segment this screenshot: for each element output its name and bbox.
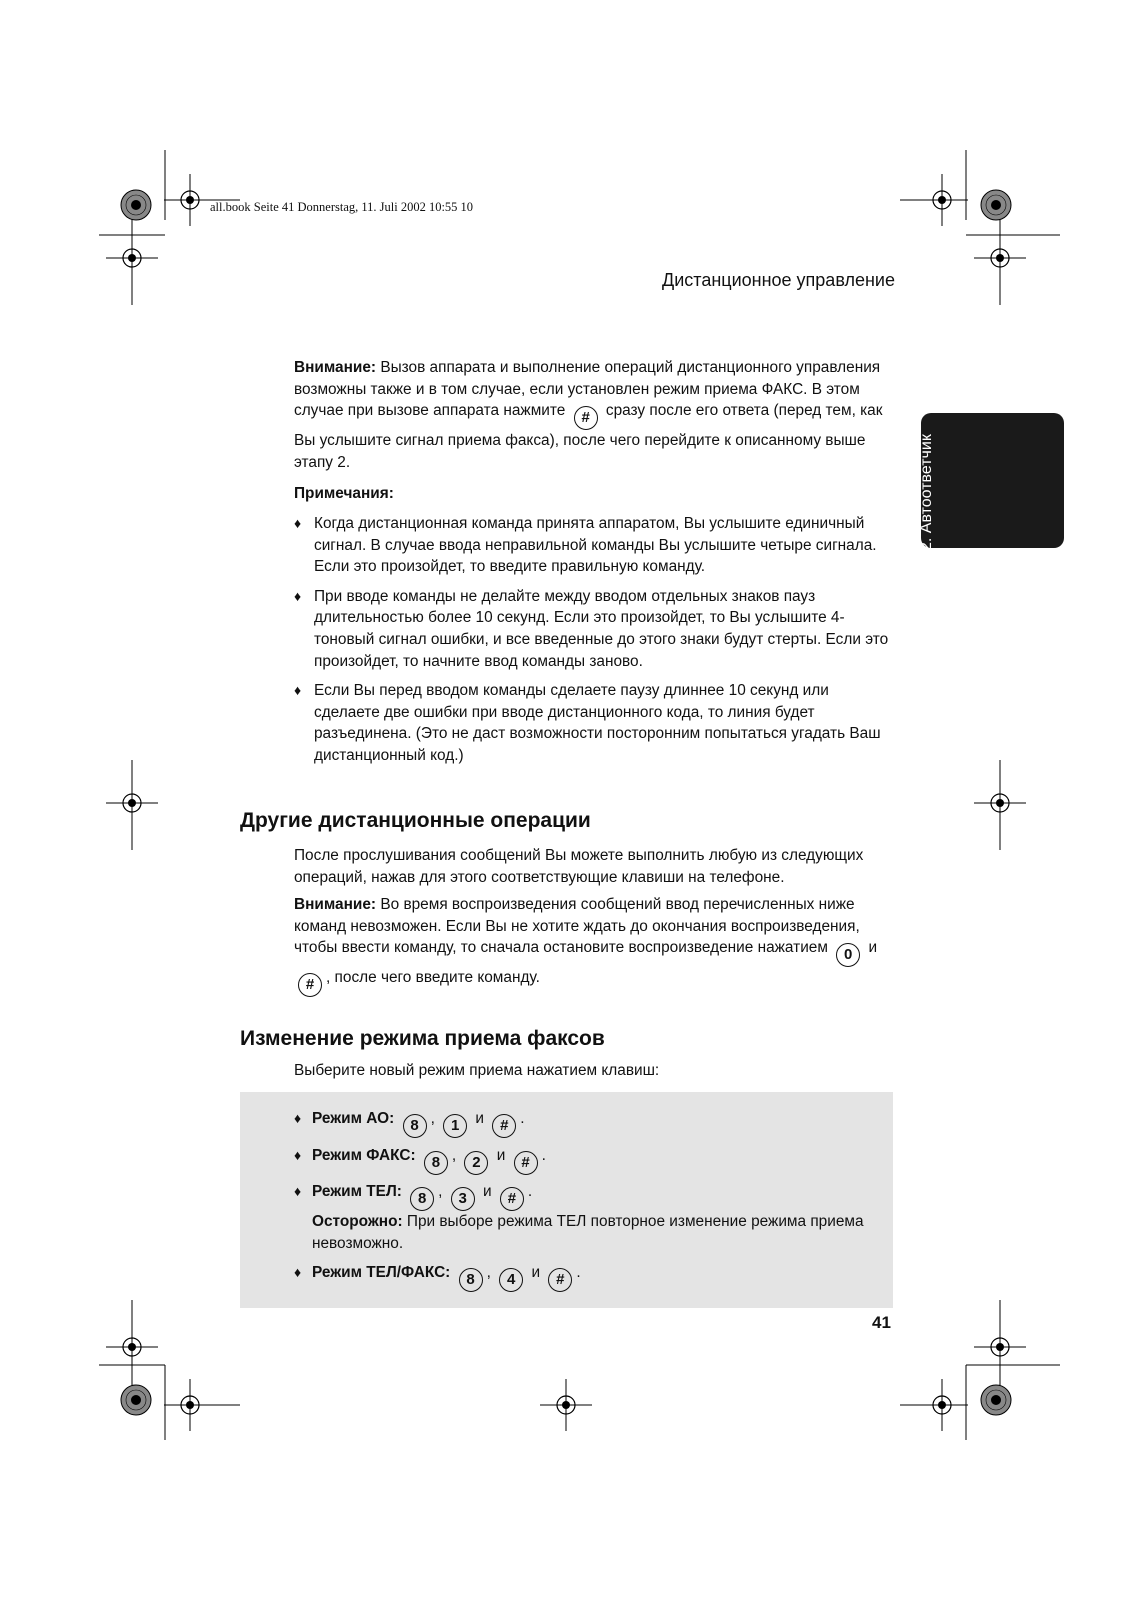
section-intro: После прослушивания сообщений Вы можете выполнить любую из следующих операций, нажав для этого соответствующие клавиши на телефоне. bbox=[294, 847, 864, 886]
attention-and-notes bbox=[294, 357, 894, 767]
hash-key-icon: # bbox=[492, 1114, 516, 1138]
hash-key-icon: # bbox=[548, 1268, 572, 1292]
hash-key-icon: # bbox=[574, 406, 598, 430]
mode-tel-fax-item: ♦ Режим ТЕЛ/ФАКС: 8 , 4 и # . bbox=[294, 1264, 581, 1292]
key-3-icon: 3 bbox=[451, 1187, 475, 1211]
chapter-tab bbox=[921, 413, 1064, 548]
caution-note: Осторожно: При выборе режима ТЕЛ повторное изменение режима приема невозможно. bbox=[312, 1213, 864, 1252]
print-slug: all.book Seite 41 Donnerstag, 11. Juli 2002 10:55 10 bbox=[210, 200, 474, 214]
note-item: ♦ При вводе команды не делайте между вводом отдельных знаков пауз длительностью более 10 секунд. Если это произойдет, то Вы услышите 4-тоновый сигнал ошибки, и все введенные до этого знаки будут стерты. Если это произойдет, то начните ввод команды заново. bbox=[294, 587, 889, 670]
hash-key-icon: # bbox=[298, 973, 322, 997]
key-8-icon: 8 bbox=[424, 1151, 448, 1175]
hash-key-icon: # bbox=[514, 1151, 538, 1175]
section-heading-other-operations: Другие дистанционные операции bbox=[240, 809, 591, 832]
fax-mode-box bbox=[240, 1092, 893, 1308]
key-8-icon: 8 bbox=[410, 1187, 434, 1211]
diamond-bullet-icon: ♦ bbox=[294, 514, 302, 531]
diamond-bullet-icon: ♦ bbox=[294, 1264, 302, 1280]
diamond-bullet-icon: ♦ bbox=[294, 587, 302, 604]
key-4-icon: 4 bbox=[499, 1268, 523, 1292]
diamond-bullet-icon: ♦ bbox=[294, 1183, 302, 1199]
key-8-icon: 8 bbox=[459, 1268, 483, 1292]
diamond-bullet-icon: ♦ bbox=[294, 1147, 302, 1163]
mode-tel-item: ♦ Режим ТЕЛ: 8 , 3 и # . bbox=[294, 1183, 532, 1211]
fax-mode-intro: Выберите новый режим приема нажатием клавиш: bbox=[294, 1062, 660, 1079]
attention-paragraph: Внимание: Вызов аппарата и выполнение операций дистанционного управления возможны также и в том случае, если установлен режим приема ФАКС. В этом случае при вызове аппарата нажмите # сразу после его ответа (перед тем, как Вы услышите сигнал приема факса), после чего перейдите к описанному выше этапу 2. bbox=[294, 359, 883, 471]
hash-key-icon: # bbox=[500, 1187, 524, 1211]
chapter-tab-label: 2. Автоответчик bbox=[918, 434, 935, 551]
mode-ao-item: ♦ Режим АО: 8 , 1 и # . bbox=[294, 1110, 525, 1138]
diamond-bullet-icon: ♦ bbox=[294, 1110, 302, 1126]
note-item: ♦ Когда дистанционная команда принята аппаратом, Вы услышите единичный сигнал. В случае ввода неправильной команды Вы услышите четыре сигнала. Если это произойдет, то введите правильную команду. bbox=[294, 514, 877, 576]
attention-label: Внимание: bbox=[294, 359, 377, 376]
key-1-icon: 1 bbox=[443, 1114, 467, 1138]
zero-key-icon: 0 bbox=[836, 943, 860, 967]
key-2-icon: 2 bbox=[464, 1151, 488, 1175]
other-operations-body bbox=[294, 845, 894, 997]
mode-fax-item: ♦ Режим ФАКС: 8 , 2 и # . bbox=[294, 1147, 546, 1175]
running-head: Дистанционное управление bbox=[662, 270, 895, 290]
page-number: 41 bbox=[872, 1313, 891, 1332]
section-heading-fax-mode: Изменение режима приема факсов bbox=[240, 1027, 605, 1050]
notes-heading: Примечания: bbox=[294, 485, 394, 503]
key-8-icon: 8 bbox=[403, 1114, 427, 1138]
diamond-bullet-icon: ♦ bbox=[294, 682, 302, 699]
attention-paragraph-2: Внимание: Во время воспроизведения сообщений ввод перечисленных ниже команд невозможен. Если Вы не хотите ждать до окончания воспроизведения, чтобы ввести команду, то сначала остановите воспроизведение нажатием 0 и # , после чего введите команду. bbox=[294, 894, 894, 997]
note-item: ♦ Если Вы перед вводом команды сделаете паузу длиннее 10 секунд или сделаете две ошибки при вводе дистанционного кода, то линия будет разъединена. (Это не даст возможности посторонним попытаться угадать Ваш дистанционный код.) bbox=[294, 682, 881, 764]
